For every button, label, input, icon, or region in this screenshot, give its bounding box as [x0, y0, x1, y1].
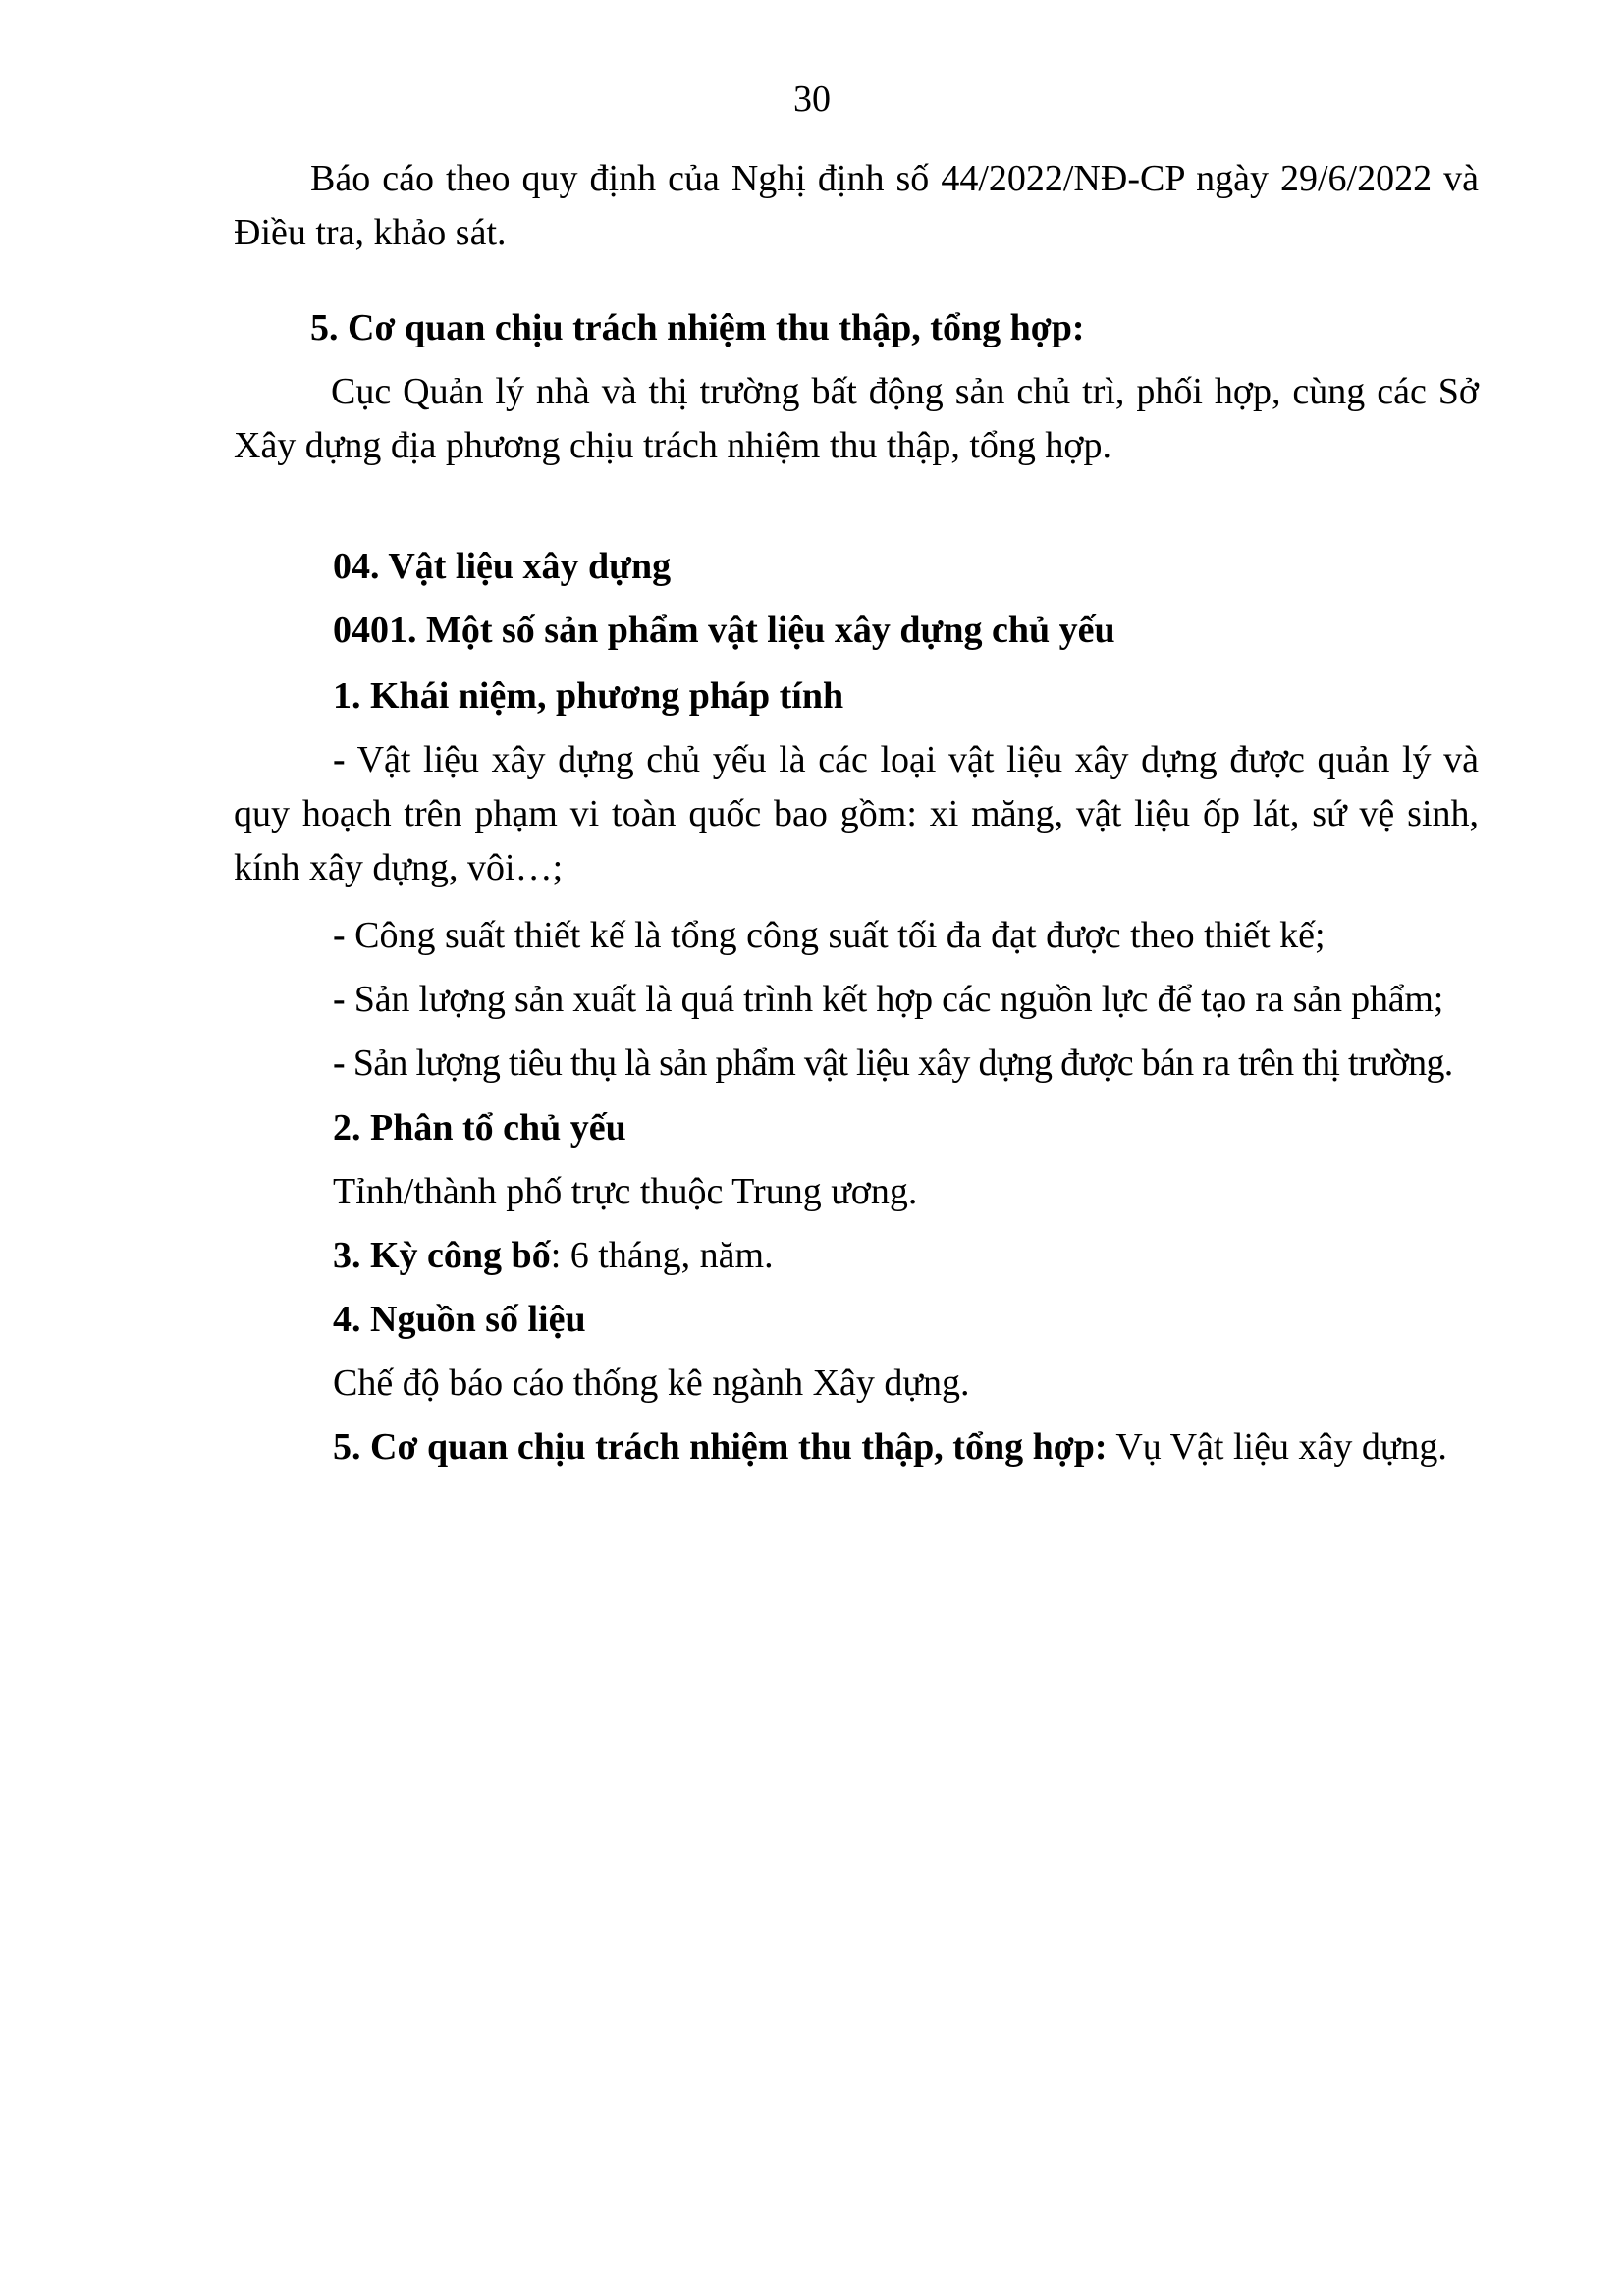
bullet-item — [234, 973, 1479, 1027]
agency-label: 5. Cơ quan chịu trách nhiệm thu thập, tổng hợp: — [333, 1426, 1108, 1468]
bullet-dash: - — [333, 1042, 345, 1084]
source-heading: 4. Nguồn số liệu — [333, 1299, 586, 1340]
bullet-item — [234, 733, 1479, 895]
breakdown-heading: 2. Phân tổ chủ yếu — [333, 1107, 626, 1148]
bullet-dash: - — [333, 915, 346, 956]
agency-line — [234, 1420, 1479, 1474]
group-heading: 04. Vật liệu xây dựng — [333, 546, 672, 587]
page-content — [234, 152, 1479, 1474]
bullet-dash: - — [333, 979, 346, 1020]
bullet-text: Sản lượng sản xuất là quá trình kết hợp các nguồn lực để tạo ra sản phẩm; — [345, 979, 1444, 1020]
publication-value: : 6 tháng, năm. — [550, 1235, 774, 1276]
bullet-item — [234, 1037, 1479, 1091]
publication-line — [234, 1229, 1479, 1283]
bullet-text: Công suất thiết kế là tổng công suất tối đa đạt được theo thiết kế; — [345, 915, 1326, 956]
source-body: Chế độ báo cáo thống kê ngành Xây dựng. — [333, 1362, 970, 1404]
concept-heading: 1. Khái niệm, phương pháp tính — [333, 675, 844, 717]
indicator-heading: 0401. Một số sản phẩm vật liệu xây dựng chủ yếu — [333, 610, 1115, 651]
breakdown-body: Tỉnh/thành phố trực thuộc Trung ương. — [333, 1171, 918, 1212]
bullet-text: Vật liệu xây dựng chủ yếu là các loại vật liệu xây dựng được quản lý và quy hoạch trên phạm vi toàn quốc bao gồm: xi măng, vật liệu ốp lát, sứ vệ sinh, kính xây dựng, vôi…; — [234, 739, 1479, 888]
page-number: 30 — [793, 79, 831, 120]
section5-heading: 5. Cơ quan chịu trách nhiệm thu thập, tổng hợp: — [310, 307, 1085, 348]
section5-body: Cục Quản lý nhà và thị trường bất động sản chủ trì, phối hợp, cùng các Sở Xây dựng địa phương chịu trách nhiệm thu thập, tổng hợp. — [234, 371, 1479, 466]
bullet-item — [234, 909, 1479, 963]
bullet-text: Sản lượng tiêu thụ là sản phẩm vật liệu xây dựng được bán ra trên thị trường. — [344, 1042, 1453, 1084]
agency-value: Vụ Vật liệu xây dựng. — [1107, 1426, 1447, 1468]
intro-paragraph: Báo cáo theo quy định của Nghị định số 44/2022/NĐ-CP ngày 29/6/2022 và Điều tra, khảo sát. — [234, 158, 1479, 253]
bullet-dash: - — [333, 739, 346, 780]
publication-label: 3. Kỳ công bố — [333, 1235, 551, 1276]
